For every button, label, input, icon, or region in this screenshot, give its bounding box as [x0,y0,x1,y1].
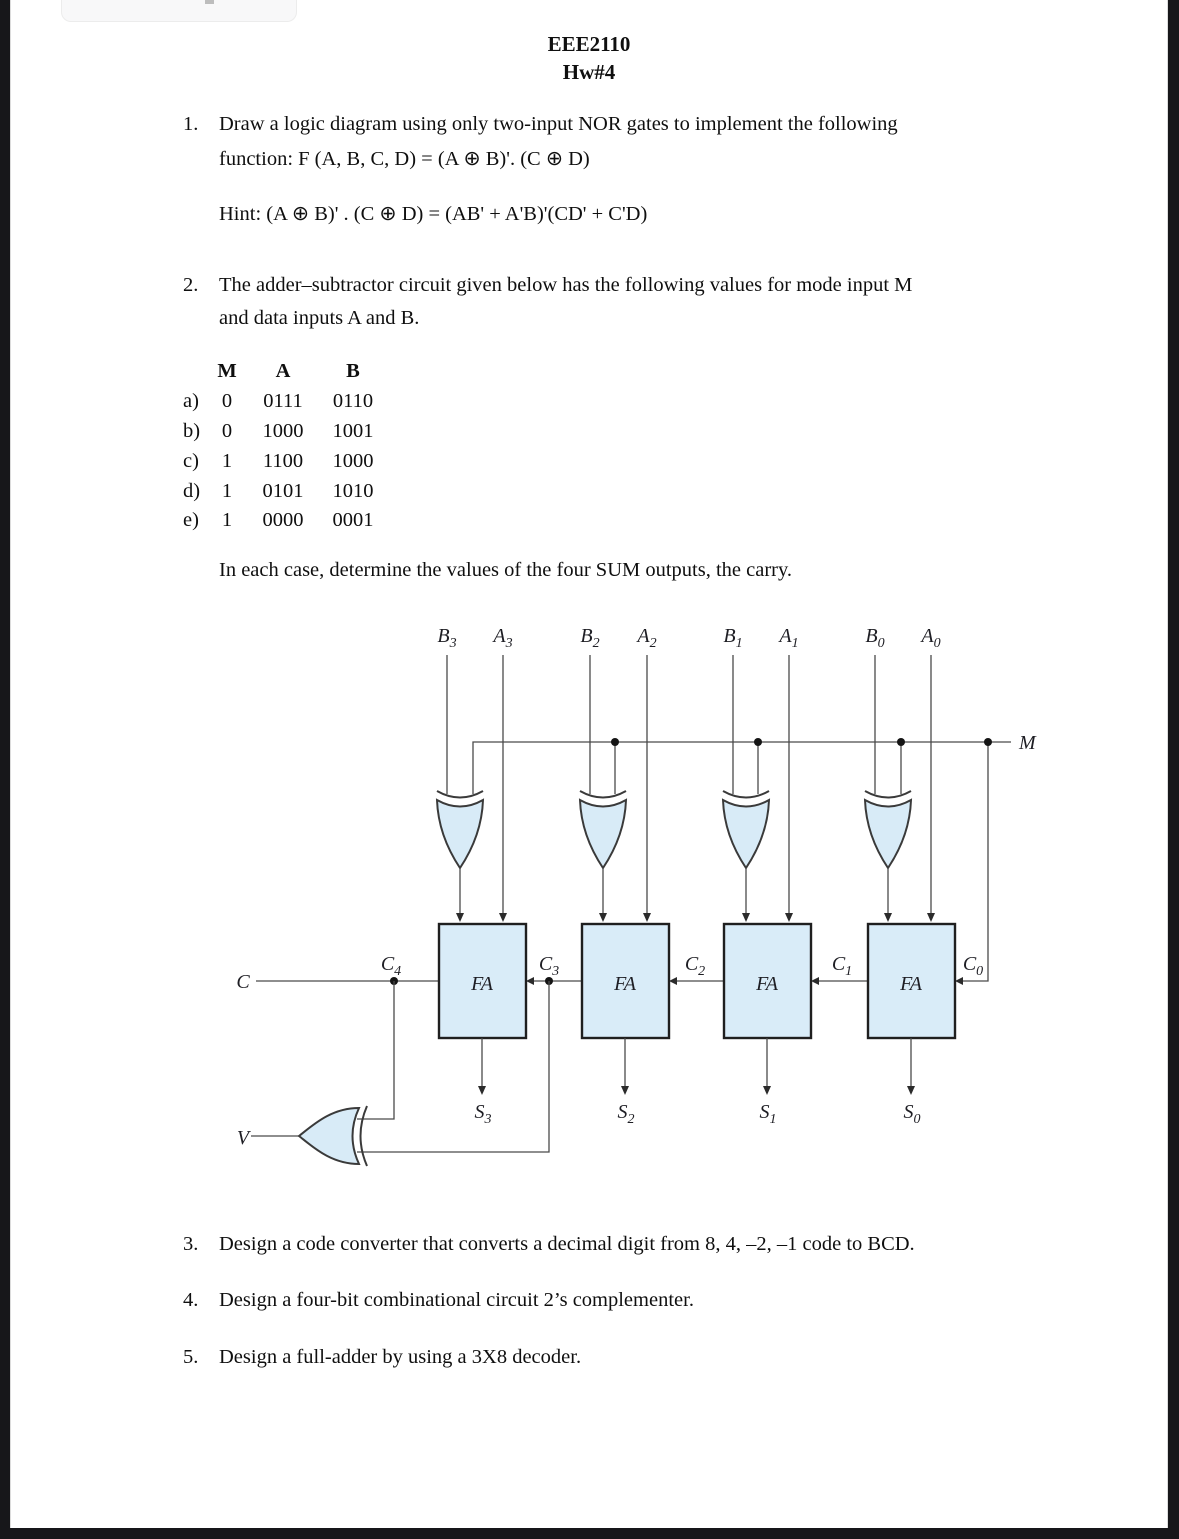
table-row: d) 1 0101 1010 [183,480,374,502]
table-header-m: M [217,360,237,382]
sum-label-s3: $S_3$ [474,1101,492,1127]
question-2-number: 2. [183,274,199,296]
input-label-a0: $A_0$ [921,625,941,651]
overflow-xor-gate [299,1106,367,1166]
input-wires [447,655,935,922]
xor-gate-bit0 [865,791,911,868]
sum-output-wires [478,1038,915,1095]
input-label-b0: $B_0$ [865,625,885,651]
top-toolbar-remnant [61,0,297,22]
question-4-number: 4. [183,1289,199,1311]
xor-gate-bit3 [437,791,483,868]
carry-label-c4: $C_4$ [380,953,402,979]
xor-gate-bit1 [723,791,769,868]
table-header-b: B [346,360,360,382]
question-4: 4. Design a four-bit combinational circuit 2’s complementer. [183,1289,694,1311]
carry-label-c1: $C_1$ [831,953,853,979]
overflow-label: V [236,1127,250,1149]
document-page [10,0,1168,1528]
question-1-line-2: function: F (A, B, C, D) = (A ⊕ B)'. (C ⊕ D) [219,148,590,170]
fa-label-bit3: FA [471,973,493,995]
carry-label-c0: $C_0$ [962,953,984,979]
table-row: e) 1 0000 0001 [183,509,374,531]
xor-gate-bit2 [580,791,626,868]
course-title: EEE2110 [547,32,631,56]
question-5: 5. Design a full-adder by using a 3X8 decoder. [183,1346,582,1368]
carry-label-c2: $C_2$ [684,953,706,979]
question-1-line-1: 1. Draw a logic diagram using only two-input NOR gates to implement the following [183,113,898,135]
table-row: c) 1 1100 1000 [183,450,374,472]
table-header-a: A [275,360,291,382]
carry-label-c3: $C_3$ [538,953,560,979]
question-3-number: 3. [183,1233,199,1255]
input-label-b2: $B_2$ [580,625,600,651]
input-label-b3: $B_3$ [437,625,457,651]
sum-label-s1: $S_1$ [759,1101,777,1127]
question-2-note: In each case, determine the values of the four SUM outputs, the carry. [219,559,793,581]
input-label-a1: $A_1$ [779,625,799,651]
question-5-number: 5. [183,1346,199,1368]
table-row: b) 0 1000 1001 [183,420,374,442]
question-1-number: 1. [183,113,199,135]
question-1-hint: Hint: (A ⊕ B)' . (C ⊕ D) = (AB' + A'B)'(CD' + C'D) [219,203,648,225]
fa-label-bit1: FA [756,973,778,995]
fa-label-bit2: FA [614,973,636,995]
adder-subtractor-diagram [11,600,1169,1220]
fa-label-bit0: FA [900,973,922,995]
input-label-a3: $A_3$ [493,625,513,651]
table-header-row [183,360,443,386]
carry-out-label: C [236,971,250,993]
question-3: 3. Design a code converter that converts a decimal digit from 8, 4, –2, –1 code to BCD. [183,1233,915,1255]
homework-title: Hw#4 [562,60,616,84]
table-row: a) 0 0111 0110 [183,390,374,412]
input-label-b1: $B_1$ [723,625,743,651]
question-2-line-2: and data inputs A and B. [219,307,420,329]
question-2-line-1: 2. The adder–subtractor circuit given below has the following values for mode input M [183,274,913,296]
sum-label-s2: $S_2$ [617,1101,635,1127]
input-label-a2: $A_2$ [637,625,657,651]
sum-label-s0: $S_0$ [903,1101,921,1127]
xor-output-wires [456,868,892,922]
mode-label: M [1019,732,1036,754]
toolbar-handle-icon [205,0,214,4]
